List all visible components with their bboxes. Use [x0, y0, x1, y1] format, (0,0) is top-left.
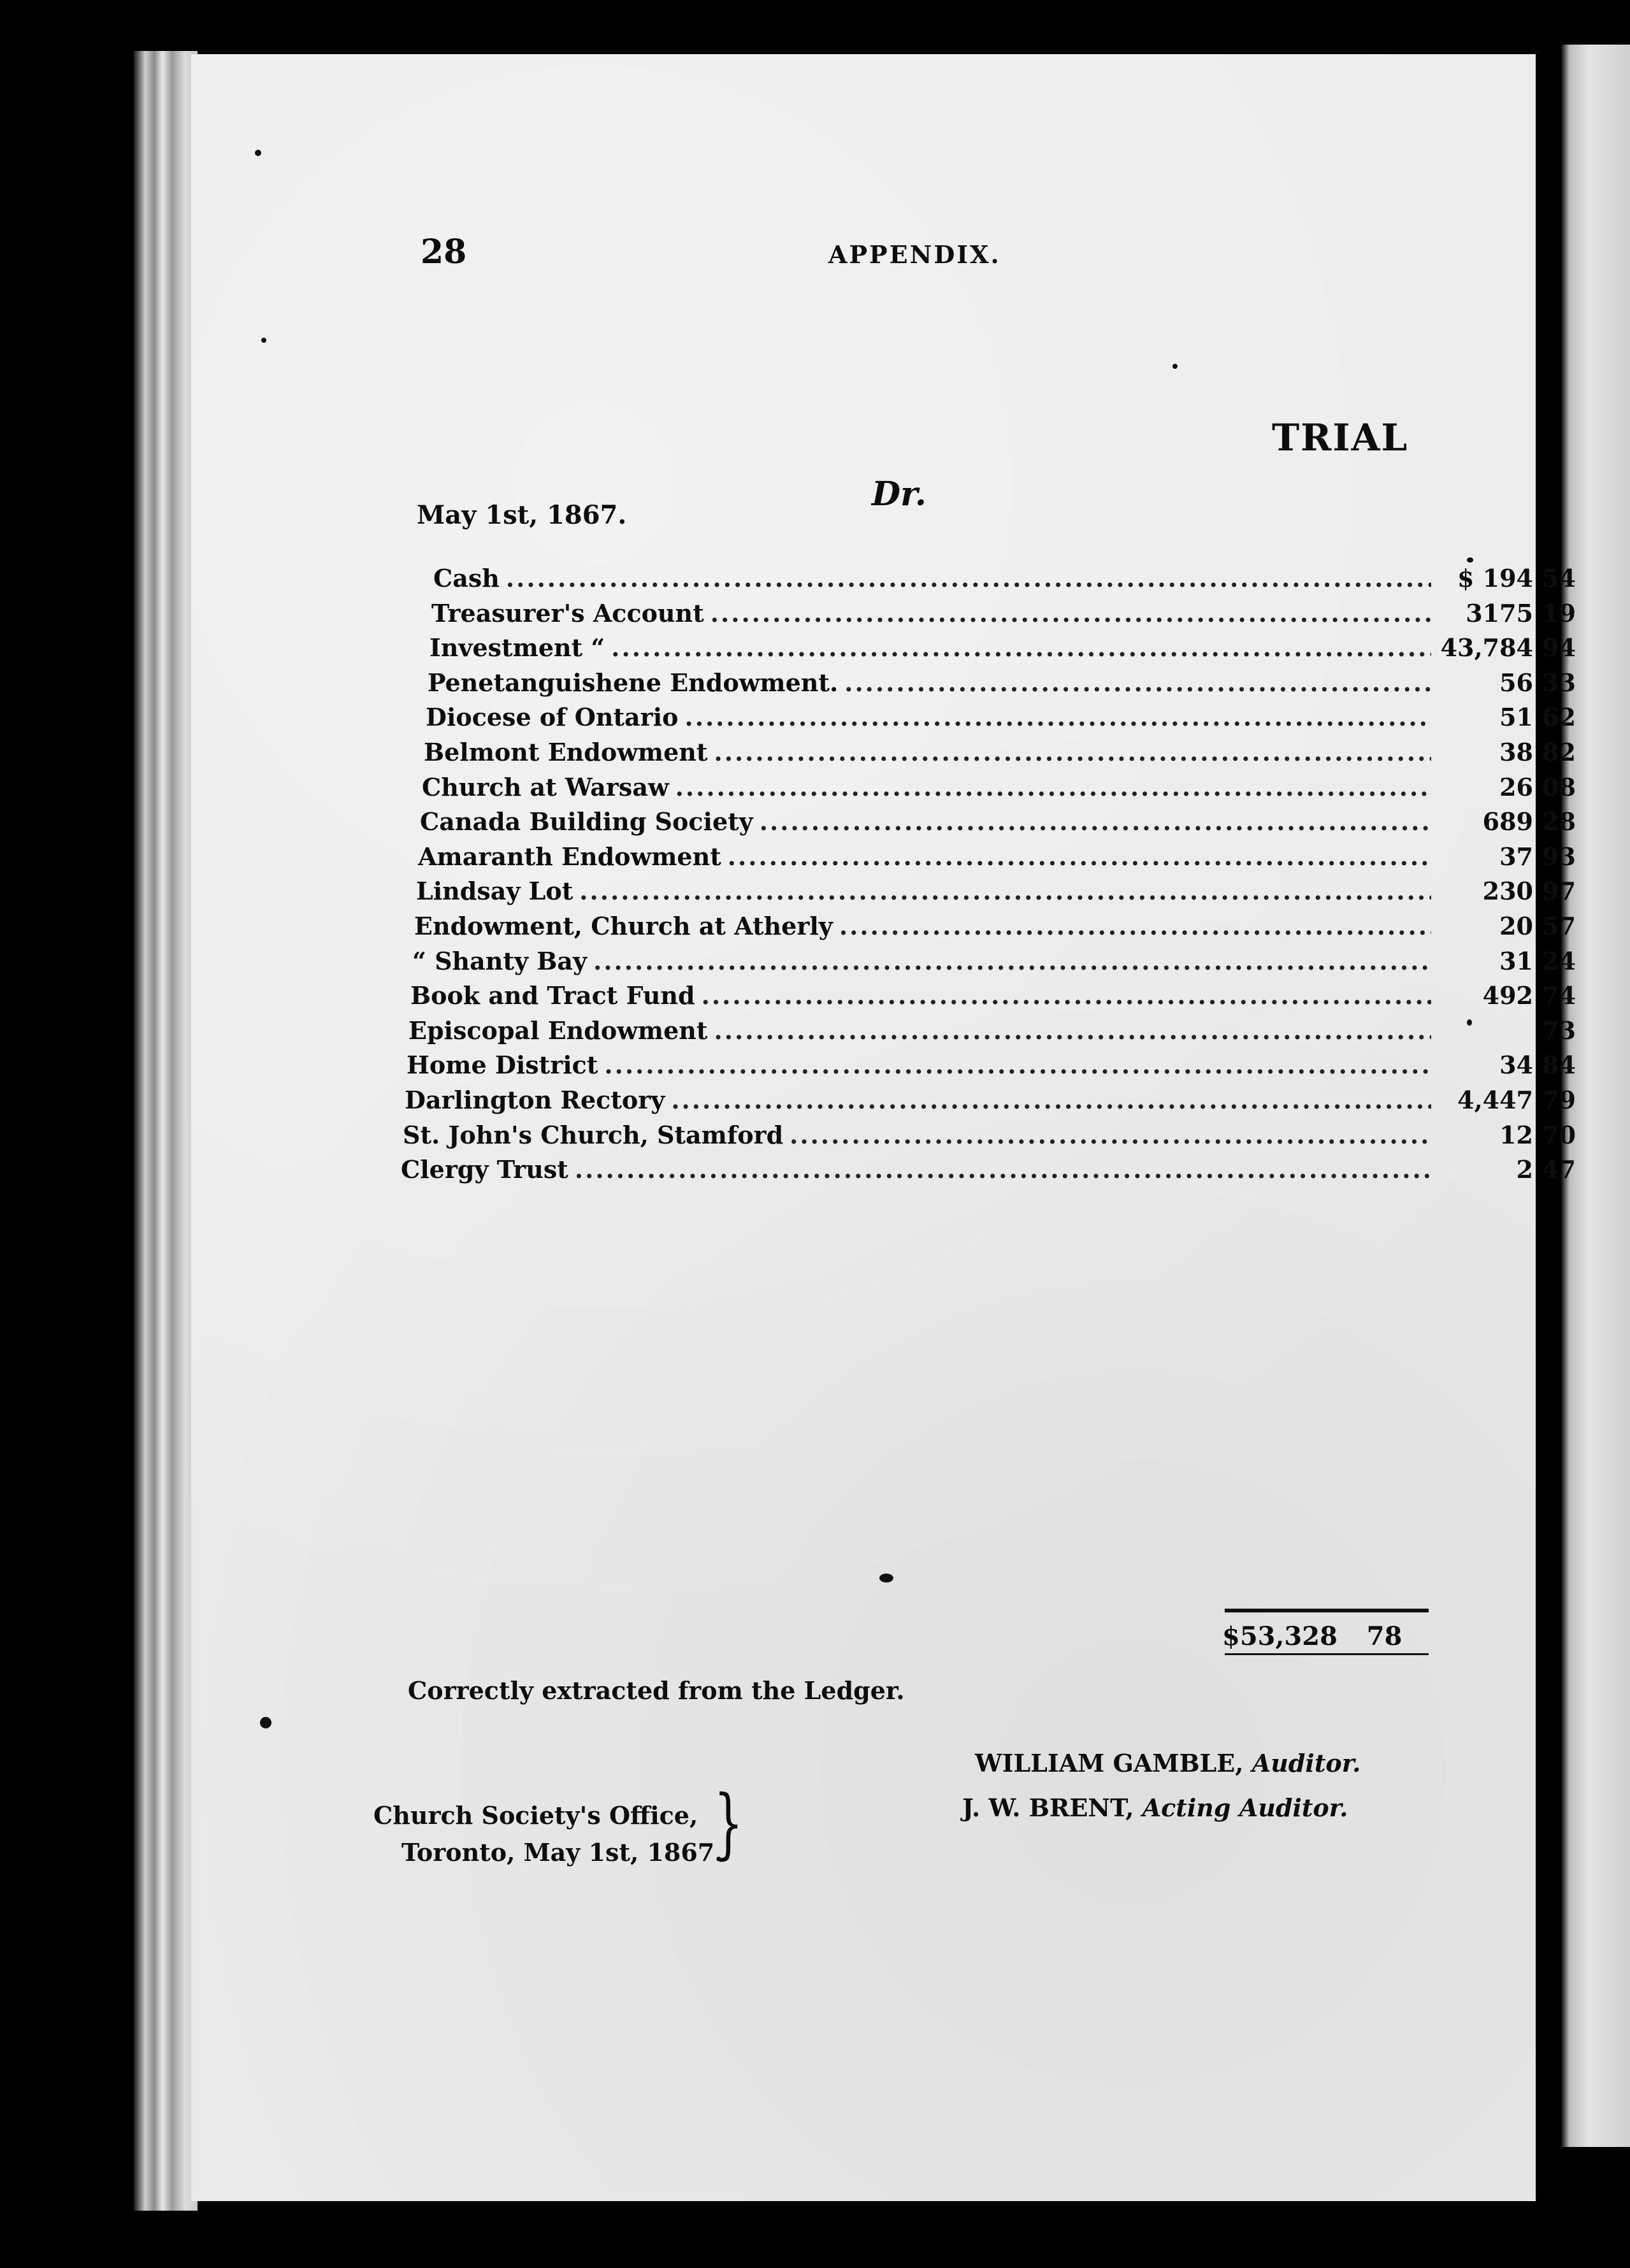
leader-dots [506, 564, 1431, 592]
statement-title: TRIAL [1272, 416, 1409, 459]
ledger-row-label: Church at Warsaw [422, 772, 669, 801]
auditor-1-name: WILLIAM GAMBLE, [975, 1749, 1244, 1777]
scan-speck [255, 150, 261, 156]
ledger-row [395, 1155, 1580, 1190]
certification-note: Correctly extracted from the Ledger. [408, 1676, 905, 1705]
leader-dots [671, 1086, 1431, 1114]
ledger-row-dollars: 20 [1499, 911, 1533, 940]
auditor-2-name: J. W. BRENT, [962, 1793, 1134, 1822]
auditor-signature-2 [962, 1793, 1348, 1822]
leader-dots [728, 842, 1431, 871]
ledger-row-cents: 24 [1542, 946, 1576, 975]
ledger-row-label: Amaranth Endowment [418, 842, 721, 871]
leader-dots [714, 1016, 1432, 1045]
ledger-row-cents: 19 [1542, 598, 1576, 628]
ledger-row-label: Cash [433, 564, 500, 592]
leader-dots [844, 668, 1431, 697]
ledger-row-label: Belmont Endowment [424, 737, 708, 766]
ledger-total [1222, 1621, 1402, 1651]
ledger-row [395, 842, 1580, 877]
statement-date: May 1st, 1867. [417, 500, 627, 530]
ledger-row-cents: 93 [1542, 842, 1576, 871]
leader-dots [611, 633, 1431, 662]
total-rule-top [1225, 1609, 1429, 1612]
ledger-row-label: Canada Building Society [420, 807, 753, 836]
leader-dots [575, 1155, 1431, 1184]
ledger-row-dollars: 51 [1499, 703, 1533, 732]
ledger-row-dollars: 37 [1499, 842, 1533, 871]
scan-speck [1172, 364, 1178, 369]
ledger-row-dollars: 4,447 [1457, 1085, 1533, 1114]
ledger-row-dollars: 31 [1499, 946, 1533, 975]
total-dollars: $53,328 [1222, 1621, 1338, 1651]
ledger-row-dollars: 26 [1499, 772, 1533, 801]
office-line-1: Church Society's Office, [373, 1801, 698, 1830]
ledger-row-cents: 70 [1542, 1120, 1576, 1149]
ledger-row-label: Treasurer's Account [431, 598, 704, 628]
ledger-row [395, 1121, 1580, 1156]
ledger-row-cents: 82 [1542, 737, 1576, 766]
office-brace: } [714, 1779, 744, 1868]
leader-dots [714, 738, 1431, 766]
ledger-row [395, 1051, 1580, 1086]
leader-dots [790, 1121, 1431, 1149]
ledger-row-label: Investment “ [429, 633, 605, 663]
ledger-row-cents: 94 [1542, 633, 1576, 663]
ledger-row-dollars: $ 194 [1457, 564, 1533, 592]
running-head: APPENDIX. [828, 240, 1001, 269]
ledger-row [395, 947, 1580, 982]
ledger-row-label: Episcopal Endowment [408, 1016, 708, 1045]
ledger-row-cents: 79 [1542, 1085, 1576, 1114]
ledger-table [395, 564, 1580, 1190]
ledger-row [395, 564, 1580, 599]
ledger-row-label: St. John's Church, Stamford [403, 1120, 784, 1149]
ledger-row-label: Clergy Trust [401, 1155, 568, 1184]
ledger-row-label: “ Shanty Bay [412, 946, 588, 975]
ledger-row [395, 912, 1580, 947]
ledger-row [395, 668, 1580, 703]
auditor-1-title: Auditor. [1251, 1749, 1361, 1777]
ledger-row-label: Penetanguishene Endowment. [428, 668, 839, 697]
total-cents: 78 [1366, 1621, 1403, 1651]
leader-dots [604, 1051, 1431, 1079]
ledger-row [395, 633, 1580, 668]
ledger-row-label: Book and Tract Fund [410, 981, 695, 1010]
ledger-row-label: Darlington Rectory [405, 1085, 665, 1114]
ledger-row-dollars: 56 [1499, 668, 1533, 697]
ledger-row-cents: 62 [1542, 703, 1576, 732]
ledger-row [395, 1086, 1580, 1121]
ledger-row-cents: 33 [1542, 668, 1576, 697]
leader-dots [839, 912, 1431, 940]
ledger-row-dollars: 689 [1482, 807, 1533, 836]
auditor-2-title: Acting Auditor. [1142, 1793, 1348, 1822]
ledger-row-cents: 84 [1542, 1051, 1576, 1080]
ledger-row-label: Lindsay Lot [416, 877, 573, 906]
leader-dots [675, 773, 1431, 801]
scan-speck [261, 338, 266, 343]
ledger-row [395, 877, 1580, 912]
ledger-row-cents: 28 [1542, 807, 1576, 836]
book-binding-edge [134, 51, 198, 2211]
leader-dots [710, 599, 1431, 628]
auditor-signature-1 [975, 1749, 1361, 1777]
ledger-row-dollars: 43,784 [1440, 633, 1533, 663]
ledger-row [395, 703, 1580, 738]
leader-dots [702, 981, 1431, 1010]
ledger-row [395, 981, 1580, 1016]
debit-column-heading: Dr. [872, 475, 927, 513]
ledger-row-cents: 57 [1542, 911, 1576, 940]
ledger-row-cents: 47 [1542, 1155, 1576, 1184]
ledger-row-cents: 74 [1542, 981, 1576, 1010]
ledger-page [191, 54, 1576, 2201]
ledger-row-label: Home District [407, 1051, 598, 1080]
ledger-row-dollars: 3175 [1466, 598, 1533, 628]
ledger-row [395, 738, 1580, 773]
page-number: 28 [421, 233, 467, 271]
leader-dots [684, 703, 1431, 731]
scan-speck [260, 1717, 271, 1728]
leader-dots [579, 877, 1431, 905]
ledger-row-dollars: 12 [1499, 1120, 1533, 1149]
ledger-row-cents: 97 [1542, 877, 1576, 906]
total-rule-bottom [1225, 1653, 1429, 1655]
ledger-row-dollars: 492 [1482, 981, 1533, 1010]
office-line-2: Toronto, May 1st, 1867. [401, 1838, 723, 1867]
leader-dots [593, 947, 1431, 975]
scan-speck [1467, 557, 1473, 563]
ledger-row-label: Diocese of Ontario [426, 703, 679, 732]
ledger-row-dollars: 38 [1499, 737, 1533, 766]
ledger-row [395, 773, 1580, 808]
scan-speck [879, 1574, 893, 1583]
ledger-row-cents: 08 [1542, 772, 1576, 801]
scan-speck [1467, 1019, 1472, 1026]
ledger-row-cents: 73 [1542, 1016, 1576, 1045]
ledger-row-dollars: 34 [1499, 1051, 1533, 1080]
ledger-row [395, 599, 1580, 634]
ledger-row-cents: 54 [1542, 564, 1576, 592]
ledger-row-label: Endowment, Church at Atherly [414, 911, 833, 940]
ledger-row [395, 807, 1580, 842]
leader-dots [760, 807, 1431, 836]
ledger-row-dollars: 2 [1516, 1155, 1533, 1184]
ledger-row-dollars: 230 [1482, 877, 1533, 906]
ledger-row [395, 1016, 1580, 1051]
